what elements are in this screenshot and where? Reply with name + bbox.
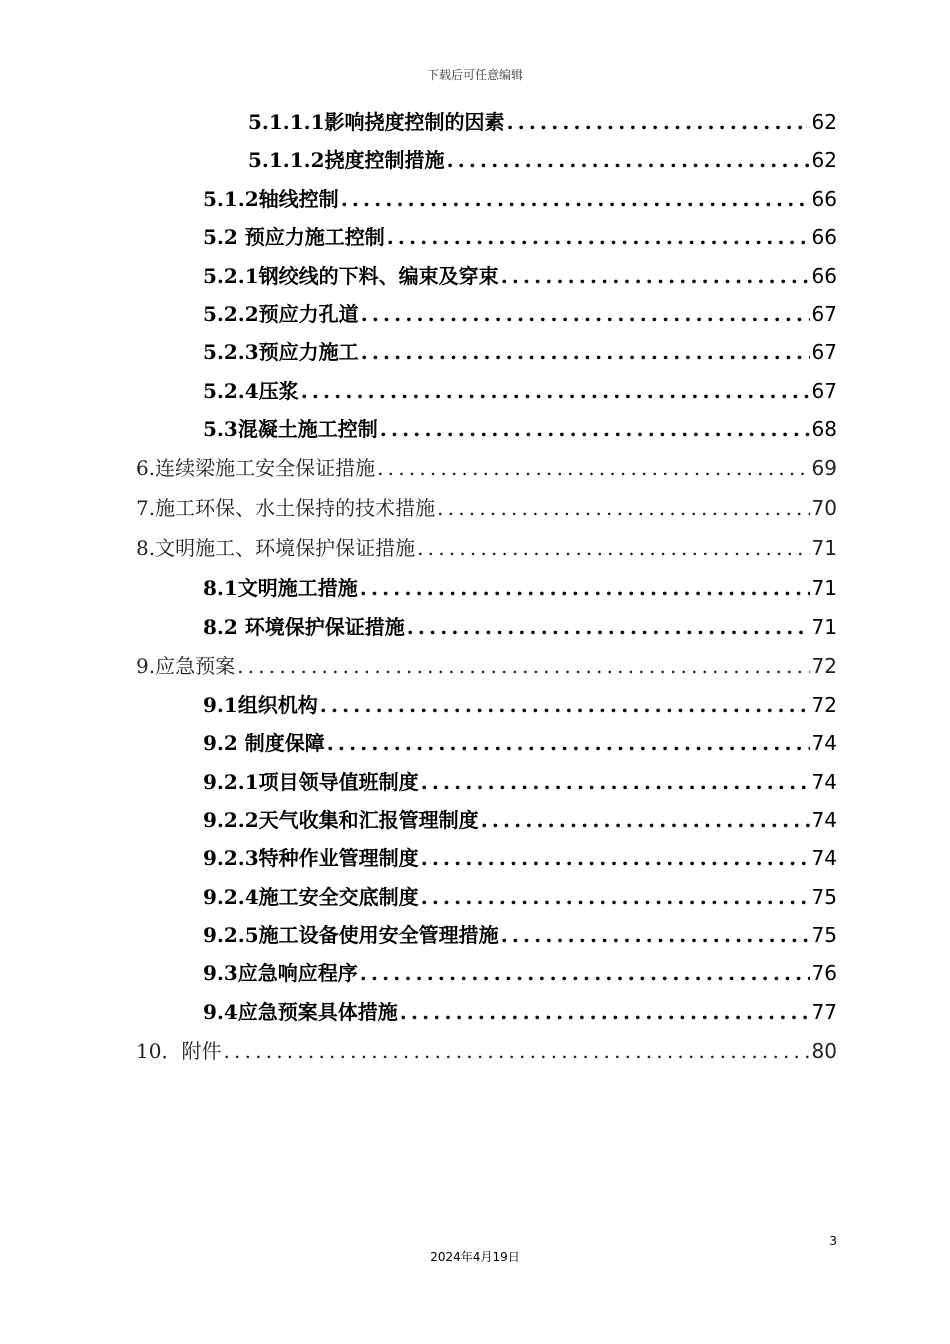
toc-entry-title: 9.3应急响应程序 [203,961,358,985]
toc-dot-leader [437,496,809,520]
toc-entry-title: 5.2 预应力施工控制 [203,225,385,249]
toc-entry-title: 8.2 环境保护保证措施 [203,615,405,639]
toc-entry[interactable] [203,298,837,328]
toc-entry-title: 5.2.2预应力孔道 [203,302,359,326]
toc-entry[interactable] [136,492,837,522]
toc-entry-title: 5.1.1.2挠度控制措施 [248,148,445,172]
toc-entry-page: 67 [811,302,837,326]
toc-entry-page: 66 [811,187,837,211]
toc-dot-leader [447,148,810,172]
toc-entry-page: 75 [811,923,837,947]
toc-entry[interactable] [203,957,837,987]
toc-dot-leader [360,961,810,985]
toc-entry-page: 67 [811,340,837,364]
toc-entry[interactable] [203,611,837,641]
toc-entry-title: 5.1.2轴线控制 [203,187,339,211]
toc-dot-leader [387,225,810,249]
toc-dot-leader [361,340,810,364]
toc-entry-page: 66 [811,264,837,288]
toc-dot-leader [380,417,810,441]
toc-entry-page: 67 [811,379,837,403]
toc-entry-title: 9.2.5施工设备使用安全管理措施 [203,923,499,947]
toc-entry-page: 75 [811,885,837,909]
toc-entry-page: 72 [811,654,837,678]
toc-entry-page: 74 [811,731,837,755]
toc-dot-leader [320,693,810,717]
toc-entry-title: 9.4应急预案具体措施 [203,1000,398,1024]
toc-entry-page: 70 [811,496,837,520]
toc-entry[interactable] [203,881,837,911]
toc-entry[interactable] [203,336,837,366]
toc-dot-leader [417,536,809,560]
toc-entry-title: 8.1文明施工措施 [203,576,358,600]
toc-entry[interactable] [203,375,837,405]
toc-dot-leader [407,615,810,639]
toc-entry[interactable] [248,144,837,174]
toc-entry-title: 5.2.4压浆 [203,379,299,403]
page-footer-date: 2024年4月19日 [430,1250,520,1264]
toc-entry-title: 7.施工环保、水土保持的技术措施 [136,496,436,520]
toc-dot-leader [377,456,809,480]
toc-entry[interactable] [203,221,837,251]
toc-entry[interactable] [203,766,837,796]
toc-entry[interactable] [136,452,837,482]
toc-entry[interactable] [203,727,837,757]
toc-dot-leader [327,731,810,755]
toc-dot-leader [301,379,810,403]
toc-entry-title: 10．附件 [136,1039,222,1063]
toc-entry-page: 68 [811,417,837,441]
toc-dot-leader [481,808,810,832]
toc-entry-page: 71 [811,536,837,560]
toc-entry[interactable] [136,532,837,562]
page-number: 3 [829,1234,837,1248]
toc-entry-page: 71 [811,615,837,639]
toc-entry[interactable] [136,650,837,680]
toc-entry-page: 77 [811,1000,837,1024]
toc-dot-leader [501,264,810,288]
toc-entry-page: 71 [811,576,837,600]
toc-entry-title: 9.2.3特种作业管理制度 [203,846,419,870]
toc-entry-title: 6.连续梁施工安全保证措施 [136,456,376,480]
toc-entry-page: 74 [811,808,837,832]
toc-entry[interactable] [203,260,837,290]
toc-entry-title: 9.2.1项目领导值班制度 [203,770,419,794]
toc-entry-page: 74 [811,846,837,870]
toc-dot-leader [400,1000,810,1024]
toc-dot-leader [341,187,810,211]
toc-entry[interactable] [248,106,837,136]
toc-entry-title: 9.2.2天气收集和汇报管理制度 [203,808,479,832]
toc-dot-leader [237,654,809,678]
toc-entry-title: 9.2.4施工安全交底制度 [203,885,419,909]
toc-entry[interactable] [203,842,837,872]
toc-entry-title: 8.文明施工、环境保护保证措施 [136,536,416,560]
toc-dot-leader [421,846,810,870]
toc-dot-leader [421,885,810,909]
toc-dot-leader [360,576,810,600]
toc-entry-page: 72 [811,693,837,717]
toc-entry-title: 9.应急预案 [136,654,236,678]
toc-entry-title: 5.1.1.1影响挠度控制的因素 [248,110,505,134]
toc-dot-leader [223,1039,809,1063]
toc-entry-title: 9.2 制度保障 [203,731,325,755]
toc-entry[interactable] [203,413,837,443]
toc-entry-page: 76 [811,961,837,985]
toc-entry-title: 9.1组织机构 [203,693,318,717]
toc-entry-page: 69 [811,456,837,480]
toc-dot-leader [501,923,810,947]
toc-entry-page: 62 [811,110,837,134]
toc-entry-title: 5.2.1钢绞线的下料、编束及穿束 [203,264,499,288]
toc-entry[interactable] [203,572,837,602]
toc-entry-title: 5.3混凝土施工控制 [203,417,378,441]
toc-entry-page: 80 [811,1039,837,1063]
toc-entry[interactable] [203,919,837,949]
toc-entry[interactable] [203,996,837,1026]
page-header: 下载后可任意编辑 [426,68,523,82]
toc-entry-page: 62 [811,148,837,172]
toc-dot-leader [361,302,810,326]
toc-entry-title: 5.2.3预应力施工 [203,340,359,364]
toc-dot-leader [421,770,810,794]
toc-entry-page: 74 [811,770,837,794]
toc-entry[interactable] [136,1035,837,1065]
toc-entry[interactable] [203,689,837,719]
toc-dot-leader [507,110,810,134]
toc-entry[interactable] [203,804,837,834]
toc-entry-page: 66 [811,225,837,249]
toc-entry[interactable] [203,183,837,213]
